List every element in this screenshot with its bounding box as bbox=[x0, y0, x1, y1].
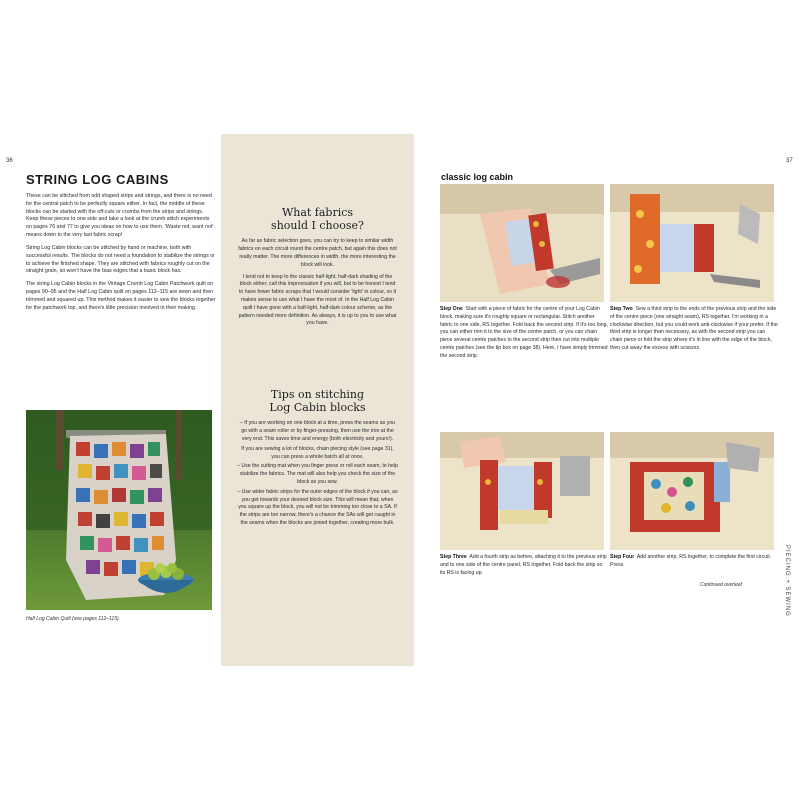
sidebar-panel bbox=[221, 134, 414, 666]
tip-item: If you are sewing a lot of blocks, chain piecing style (see page 31), you can press a whole batch all at once. bbox=[241, 445, 394, 460]
step-description: Start with a piece of fabric for the centre of your Log Cabin block, making sure it's roughly square or rectangular. Stitch another fabric to one side, RS together. Fold back the second strip. If it's too long, you can either trim it to the size of the centre patch, or you can chain piece several centre patches to the second strip then cut into multiple centre patches (see the tip box on page 38). Here, I have simply trimmed the second strip. bbox=[440, 306, 608, 359]
body-paragraph-1: These can be stitched from odd shaped strips and strings, and there is no need for the central patch to be perfectly square either. In fact, the middle of these blocks can be started with the off-cuts or crumbs from the strips and strings. Keep these pieces to one side and take a look at the crumb stitch experiments on pages 76 and 77 to give you ideas on how to use them. 'Waste not, want not' means down to the very last fabric scrap! bbox=[26, 193, 214, 239]
step-one-photo bbox=[440, 184, 604, 302]
side-label-text: PIECING + SEWING bbox=[784, 545, 790, 617]
fabric-choice-box bbox=[237, 206, 398, 328]
step-label: Step One bbox=[440, 306, 463, 312]
tip-item: – If you are working on one block at a time, press the seams as you go with a seam roller or by finger-pressing, then use the iron at the very end. This saves time and energy (both electricity and yours!). bbox=[239, 420, 396, 442]
step-description: Add a fourth strip as before, attaching it to the previous strip and to one side of the centre panel, RS together. Fold back the strip so its RS is facing up. bbox=[440, 554, 607, 576]
step-description: Add another strip, RS together, to complete the first circuit. Press. bbox=[610, 554, 772, 568]
classic-log-cabin-title: classic log cabin bbox=[441, 172, 514, 182]
step-one-text bbox=[440, 306, 608, 361]
heading-line: Tips on stitching bbox=[270, 388, 365, 401]
quilt-photo bbox=[26, 410, 212, 610]
tip-item: – Use the cutting mat when you finger press or roll each seam, to help stabilize the fabrics. The mat will also help you check the size of the block as you sew. bbox=[237, 463, 398, 485]
section-side-label bbox=[782, 545, 792, 635]
sidebar-heading-fabrics bbox=[237, 206, 398, 232]
step-two-photo bbox=[610, 184, 774, 302]
step-label: Step Three bbox=[440, 554, 467, 560]
step-four-text bbox=[610, 554, 778, 570]
sidebar-paragraph-2: I tend not to keep to the classic half-light, half-dark shading of the block either; call this improvisation if you will, but to be honest I tend to have fewer fabric scraps that I would consider 'light' in colour, so it makes sense to use what I have the most of. In the Half Log Cabin quilt I have gone with a half-light, half-dark colour scheme, as the pattern needed more definition. As always, it is up to you to use what you have. bbox=[238, 273, 397, 327]
body-paragraph-2: String Log Cabin blocks can be stitched by hand or machine, both with successful results. The blocks do not need a foundation to stabilize the strings or to achieve the finished shape. They are stitched with fabrics roughly cut on the straight grain, so won't have the bias edges that a basic block has. bbox=[26, 244, 215, 275]
tips-box bbox=[237, 388, 398, 530]
tip-item: – Use wider fabric strips for the outer edges of the block if you can, as you get towards your desired block size. This will mean that, when you square up the block, you will not be trimming too close to a SA. If the strips are too narrow, there's a chance the SAs will get caught in the seams when the blocks are joined together, creating more bulk. bbox=[237, 488, 398, 526]
heading-line: Log Cabin blocks bbox=[269, 401, 366, 415]
page-number-left: 36 bbox=[6, 158, 13, 164]
step-three-text bbox=[440, 554, 608, 577]
continued-overleaf: Continued overleaf bbox=[700, 582, 742, 588]
step-two-text bbox=[610, 306, 778, 353]
sidebar-heading-tips bbox=[237, 388, 398, 414]
heading-line: should I choose? bbox=[271, 219, 364, 233]
left-column bbox=[26, 172, 216, 318]
section-title: STRING LOG CABINS bbox=[26, 172, 169, 187]
sidebar-paragraph-1: As far as fabric selection goes, you can try to keep to similar width fabrics on each circuit round the centre patch, but again this does not really matter. The more differences in width, the more interesting the block will look. bbox=[238, 238, 397, 268]
step-label: Step Four bbox=[610, 554, 635, 560]
body-paragraph-3: The string Log Cabin blocks in the Vintage Crumb Log Cabin Patchwork quilt on pages 90–95 and the Half Log Cabin quilt on pages 112–115 are sewn and then trimmed and squared up. This method makes it easier to sew the blocks together for the patchwork top, and there's little precision involved in their making. bbox=[26, 281, 216, 311]
step-label: Step Two bbox=[610, 306, 633, 312]
step-three-photo bbox=[440, 432, 604, 550]
tips-list bbox=[237, 420, 398, 527]
page-number-right: 37 bbox=[786, 158, 793, 164]
heading-line: What fabrics bbox=[281, 206, 354, 219]
quilt-caption: Half Log Cabin Quilt (see pages 112–115). bbox=[26, 616, 121, 622]
step-four-photo bbox=[610, 432, 774, 550]
step-description: Sew a third strip to the ends of the previous strip and the side of the centre piece (one straight seam), RS together. I'm working in a clockwise direction, but you could work anti-clockwise if your prefer. If the third strip is longer than necessary, as with the second strip you can chain piece or fold the strip where it's in line with the edge of the block, then cut away the excess with scissors. bbox=[610, 306, 778, 351]
